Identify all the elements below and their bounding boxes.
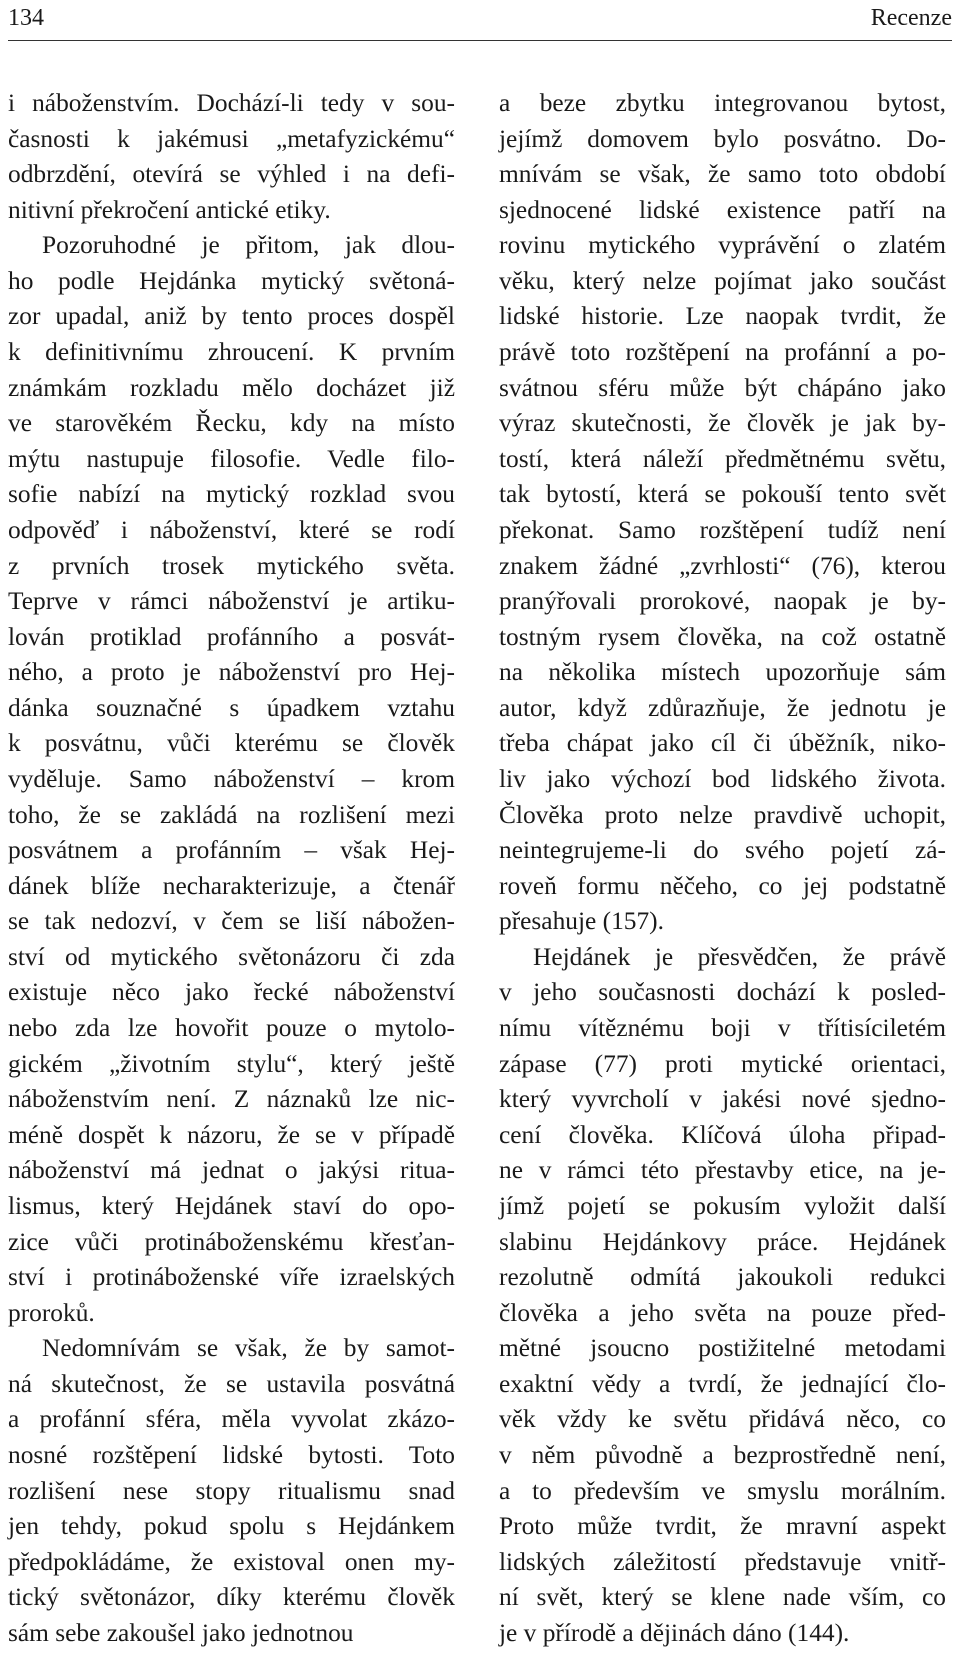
text-line: lismus, který Hejdánek staví do opo- [8,1191,455,1220]
text-line: náboženství má jednat o jakýsi ritua- [8,1156,455,1185]
text-line: exaktní vědy a tvrdí, že jednající člo- [499,1369,946,1398]
text-line: a profánní sféra, měla vyvolat zkázo- [8,1405,455,1434]
text-line: pranýřovali prorokové, naopak je by- [499,587,946,616]
text-line: roveň formu něčeho, co jej podstatně [499,871,946,900]
text-line: k posvátnu, vůči kterému se člověk [8,729,455,758]
text-line: věk vždy ke světu přidává něco, co [499,1405,946,1434]
text-line: mýtu nastupuje filosofie. Vedle filo- [8,444,455,473]
text-line: jímž pojetí se pokusím vyložit další [499,1191,946,1220]
text-line: rovinu mytického vyprávění o zlatém [499,231,946,260]
page-number: 134 [8,5,44,31]
text-line: sofie nabízí na mytický rozklad svou [8,480,455,509]
text-line: autor, když zdůrazňuje, že jednotu je [499,693,946,722]
text-line: dánek blíže necharakterizuje, a čtenář [8,871,455,900]
text-line: i náboženstvím. Dochází-li tedy v sou- [8,89,455,117]
text-line: tostí, která náleží předmětnému světu, [499,444,946,473]
text-line: nitivní překročení antické etiky. [8,195,331,224]
text-line: na několika místech upozorňuje sám [499,658,946,687]
text-line: ná skutečnost, že se ustavila posvátná [8,1369,455,1398]
text-line: zor upadal, aniž by tento proces dospěl [8,302,455,331]
text-line: Pozoruhodné je přitom, jak dlou- [42,231,455,260]
text-line: jejímž domovem bylo posvátno. Do- [499,124,946,153]
text-line: mětné jsoucno postižitelné metodami [499,1334,946,1363]
text-line: zápase (77) proti mytické orientaci, [499,1049,946,1078]
text-line: ství od mytického světonázoru či zda [8,942,455,971]
text-line: Teprve v rámci náboženství je artiku- [8,587,455,616]
text-line: lidské historie. Lze naopak tvrdit, že [499,302,946,331]
text-line: vyděluje. Samo náboženství – krom [8,764,455,793]
text-line: třeba chápat jako cíl či úběžník, niko- [499,729,946,758]
paragraph [8,1331,455,1651]
text-line: k definitivnímu zhroucení. K prvním [8,338,455,367]
text-line: znakem žádné „zvrhlosti“ (76), kterou [499,551,946,580]
text-line: časnosti k jakémusi „metafyzickému“ [8,124,455,153]
text-line: gickém „životním stylu“, který ještě [8,1049,455,1078]
text-line: člověka a jeho světa na pouze před- [499,1298,946,1327]
text-line: nebo zda lze hovořit pouze o mytolo- [8,1014,455,1043]
text-line: posvátnem a profánním – však Hej- [8,836,455,865]
text-line: tak bytostí, která se pokouší tento svět [499,480,946,509]
text-line: lidských záležitostí představuje vnitř- [499,1547,946,1576]
text-line: ní svět, který se klene nade vším, co [499,1583,946,1612]
text-line: který vyvrcholí v jakési nové sjedno- [499,1085,946,1114]
text-line: toho, že se zakládá na rozlišení mezi [8,800,455,829]
text-line: sjednocené lidské existence patří na [499,195,946,224]
text-line: jen tehdy, pokud spolu s Hejdánkem [8,1512,455,1541]
text-line: odbrzdění, otevírá se výhled i na defi- [8,160,455,189]
text-line: ství i protináboženské víře izraelských [8,1263,455,1292]
text-line: lován protiklad profánního a posvát- [8,622,455,651]
text-line: tostným rysem člověka, na což ostatně [499,622,946,651]
text-line: ho podle Hejdánka mytický světoná- [8,266,455,295]
text-line: rozlišení nese stopy ritualismu snad [8,1476,455,1505]
text-line: slabinu Hejdánkovy práce. Hejdánek [499,1227,946,1256]
text-line: zice vůči protináboženskému křesťan- [8,1227,455,1256]
text-line: mnívám se však, že samo toto období [499,160,946,189]
text-line: odpověď i náboženství, které se rodí [8,515,455,544]
left-column [8,86,455,1651]
page-header [8,0,952,41]
text-line: známkám rozkladu mělo docházet již [8,373,455,402]
text-line: a to především ve smyslu morálním. [499,1476,946,1505]
right-column [499,86,946,1651]
text-line: liv jako výchozí bod lidského života. [499,764,946,793]
text-line: Hejdánek je přesvědčen, že právě [533,942,946,971]
text-line: ného, a proto je náboženství pro Hej- [8,658,455,687]
text-line: nímu vítěznému boji v třítisíciletém [499,1014,946,1043]
text-line: proroků. [8,1298,95,1327]
text-line: Člověka proto nelze pravdivě uchopit, [499,800,946,829]
text-line: věku, který nelze pojímat jako součást [499,266,946,295]
text-line: se tak nedozví, v čem se liší nábožen- [8,907,455,936]
text-line: Proto může tvrdit, že mravní aspekt [499,1512,946,1541]
text-line: překonat. Samo rozštěpení tudíž není [499,515,946,544]
running-head: Recenze [870,5,952,31]
text-line: rezolutně odmítá jakoukoli redukci [499,1263,946,1292]
text-line: existuje něco jako řecké náboženství [8,978,455,1007]
text-line: v něm původně a bezprostředně není, [499,1440,946,1469]
text-line: z prvních trosek mytického světa. [8,551,455,580]
text-line: je v přírodě a dějinách dáno (144). [499,1618,850,1647]
text-line: předpokládáme, že existoval onen my- [8,1547,455,1576]
text-line: méně dospět k názoru, že se v případě [8,1120,455,1149]
paragraph [8,228,455,1331]
text-line: a beze zbytku integrovanou bytost, [499,89,946,117]
text-line: Nedomnívám se však, že by samot- [42,1334,455,1363]
text-line: cení člověka. Klíčová úloha připad- [499,1120,946,1149]
text-line: ve starověkém Řecku, kdy na místo [8,409,455,438]
text-line: sám sebe zakoušel jako jednotnou [8,1618,354,1647]
text-line: náboženstvím není. Z náznaků lze nic- [8,1085,455,1114]
text-line: dánka souznačné s úpadkem vztahu [8,693,455,722]
text-line: neintegrujeme-li do svého pojetí zá- [499,836,946,865]
text-line: ne v rámci této přestavby etice, na je- [499,1156,946,1185]
paragraph [8,86,455,228]
text-line: svátnou sféru může být chápáno jako [499,373,946,402]
text-line: tický světonázor, díky kterému člověk [8,1583,455,1612]
text-line: právě toto rozštěpení na profánní a po- [499,338,946,367]
text-line: nosné rozštěpení lidské bytosti. Toto [8,1440,455,1469]
paragraph [499,86,946,940]
text-line: v jeho současnosti dochází k posled- [499,978,946,1007]
text-line: přesahuje (157). [499,907,664,936]
text-line: výraz skutečnosti, že člověk je jak by- [499,409,946,438]
paragraph [499,940,946,1652]
